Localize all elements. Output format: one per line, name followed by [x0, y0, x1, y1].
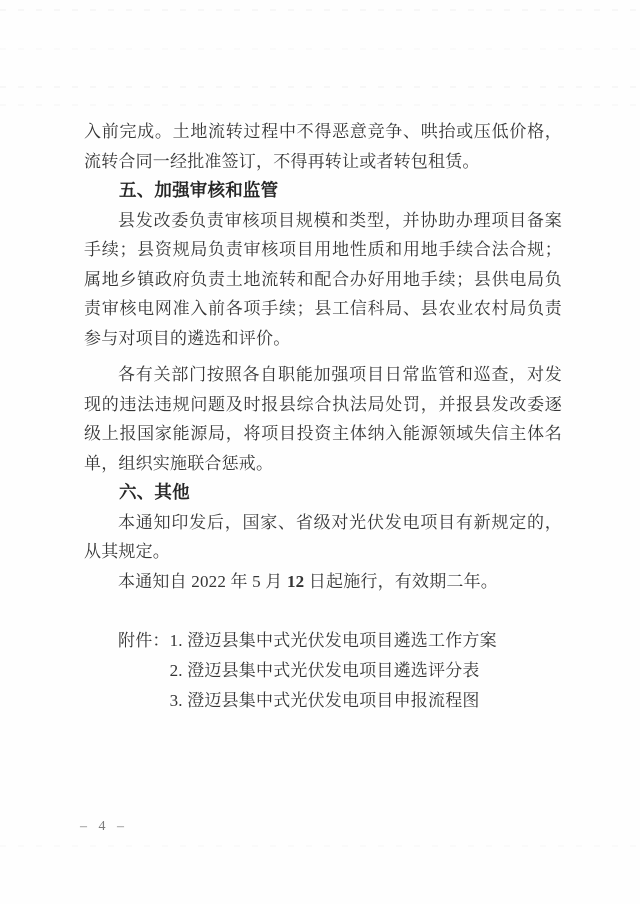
section6-paragraph-1: 本通知印发后，国家、省级对光伏发电项目有新规定的，从其规定。 — [84, 512, 562, 561]
effective-date-line — [84, 567, 562, 597]
scan-artifact — [0, 86, 640, 88]
section5-paragraph-1: 县发改委负责审核项目规模和类型，并协助办理项目备案手续；县资规局负责审核项目用地性质和用地手续合法合规；属地乡镇政府负责土地流转和配合办好用地手续；县供电局负责审核电网准入前各项手续；县工信科局、县农业农村局负责参与对项目的遴选和评价。 — [84, 210, 562, 348]
document-body — [84, 117, 562, 716]
section-heading-5: 五、加强审核和监管 — [119, 180, 279, 200]
attachments-block — [84, 626, 562, 716]
effective-date-suffix: 日起施行，有效期二年。 — [304, 571, 499, 591]
attachment-item: 2. 澄迈县集中式光伏发电项目遴选评分表 — [169, 661, 480, 680]
attachments-list — [170, 626, 562, 716]
effective-date-prefix: 本通知自 2022 年 5 月 — [118, 571, 287, 591]
attachment-item: 3. 澄迈县集中式光伏发电项目申报流程图 — [169, 691, 480, 710]
attachments-label: 附件： — [118, 631, 170, 650]
scan-artifact — [0, 48, 640, 50]
scan-artifact — [0, 104, 640, 106]
effective-date-day: 12 — [286, 571, 305, 591]
section5-paragraph-2: 各有关部门按照各自职能加强项目日常监管和巡查，对发现的违法违规问题及时报县综合执法局处罚，并报县发改委逐级上报国家能源局，将项目投资主体纳入能源领域失信主体名单，组织实施联合惩戒。 — [84, 365, 562, 473]
scan-artifact — [0, 9, 640, 11]
continuation-paragraph: 入前完成。土地流转过程中不得恶意竞争、哄抬或压低价格，流转合同一经批准签订，不得再转让或者转包租赁。 — [84, 122, 562, 171]
attachment-item: 1. 澄迈县集中式光伏发电项目遴选工作方案 — [169, 631, 497, 650]
scan-artifact — [0, 845, 640, 847]
section-heading-6: 六、其他 — [119, 482, 190, 502]
page-number: – 4 – — [80, 819, 128, 834]
